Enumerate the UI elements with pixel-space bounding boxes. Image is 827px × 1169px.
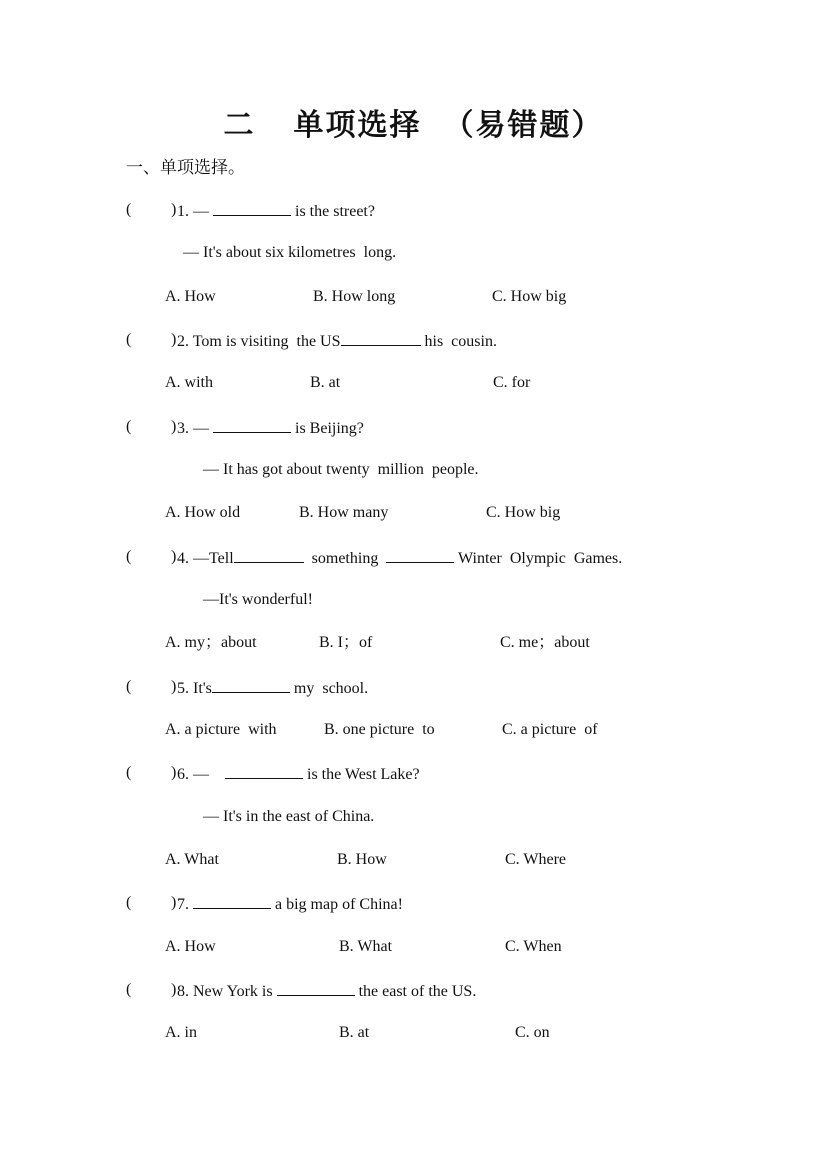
option-b: B. How many [299,504,389,521]
answer-paren-open: ( [126,981,132,998]
answer-paren-close: ) [171,764,177,781]
question-text-after: Winter Olympic Games. [458,550,623,567]
question-text-before: —Tell [193,550,234,567]
question-number: 6. [177,766,189,783]
answer-paren-open: ( [126,894,132,911]
question-dash: — [193,420,209,437]
question-number: 7. [177,896,189,913]
question-stem [177,677,368,699]
answer-blank [277,980,355,996]
option-b: B. How [337,851,387,868]
answer-paren-close: ) [171,548,177,565]
question-text: is Beijing? [295,420,364,437]
question-stem [177,893,403,915]
option-a: A. How [165,938,216,955]
question-response: — It's in the east of China. [203,808,375,825]
question-stem [177,417,364,439]
answer-paren-open: ( [126,201,132,218]
question-number: 1. [177,203,189,220]
question-stem [177,763,420,785]
answer-paren-open: ( [126,418,132,435]
answer-blank [225,763,303,779]
question-number: 2. [177,333,189,350]
option-a: A. How [165,288,216,305]
question-text-before: It's [193,680,212,697]
answer-blank [213,200,291,216]
answer-blank [193,893,271,909]
answer-paren-close: ) [171,201,177,218]
option-c: C. on [515,1024,550,1041]
question-text-after: his cousin. [424,333,497,350]
answer-paren-close: ) [171,981,177,998]
question-stem [177,547,622,569]
question-number: 8. [177,983,189,1000]
answer-paren-open: ( [126,678,132,695]
answer-blank-2 [386,547,454,563]
option-a: A. with [165,374,213,391]
option-c: C. When [505,938,562,955]
option-b: B. at [339,1024,370,1041]
title-note: （易错题） [443,108,604,143]
question-number: 5. [177,680,189,697]
page-title [0,100,827,144]
title-section-number: 二 [223,108,256,143]
option-b: B. at [310,374,341,391]
option-b: B. What [339,938,393,955]
question-text-before: Tom is visiting the US [192,333,341,350]
question-stem [177,980,476,1002]
question-text-after: my school. [293,680,369,697]
option-c: C. How big [486,504,561,521]
answer-blank [341,330,421,346]
question-stem [177,200,375,222]
question-text: a big map of China! [275,896,403,913]
option-c: C. How big [492,288,567,305]
question-text-after: the east of the US. [358,983,477,1000]
option-a: A. in [165,1024,197,1041]
answer-blank [212,677,290,693]
answer-paren-open: ( [126,548,132,565]
question-number: 4. [177,550,189,567]
option-c: C. a picture of [502,721,598,738]
option-a: A. What [165,851,219,868]
answer-blank-1 [234,547,304,563]
question-text-middle: something [311,550,379,567]
question-number: 3. [177,420,189,437]
answer-paren-close: ) [171,418,177,435]
title-main: 单项选择 [293,108,422,143]
question-text-before: New York is [193,983,273,1000]
answer-paren-open: ( [126,764,132,781]
answer-paren-close: ) [171,331,177,348]
question-text: is the street? [295,203,375,220]
option-b: B. How long [313,288,396,305]
option-a: A. How old [165,504,241,521]
option-a: A. a picture with [165,721,277,738]
answer-paren-close: ) [171,678,177,695]
option-b: B. one picture to [324,721,435,738]
question-response: —It's wonderful! [203,591,313,608]
question-response: — It has got about twenty million people. [203,461,479,478]
question-stem [177,330,497,352]
question-text: is the West Lake? [307,766,420,783]
option-b: B. I；of [319,634,373,651]
answer-blank [213,417,291,433]
answer-paren-close: ) [171,894,177,911]
option-c: C. Where [505,851,567,868]
option-a: A. my；about [165,634,257,651]
section-instruction: 一、单项选择。 [126,158,245,178]
question-response: — It's about six kilometres long. [183,244,397,261]
question-dash: — [193,766,209,783]
option-c: C. me；about [500,634,590,651]
question-dash: — [193,203,209,220]
answer-paren-open: ( [126,331,132,348]
option-c: C. for [493,374,531,391]
